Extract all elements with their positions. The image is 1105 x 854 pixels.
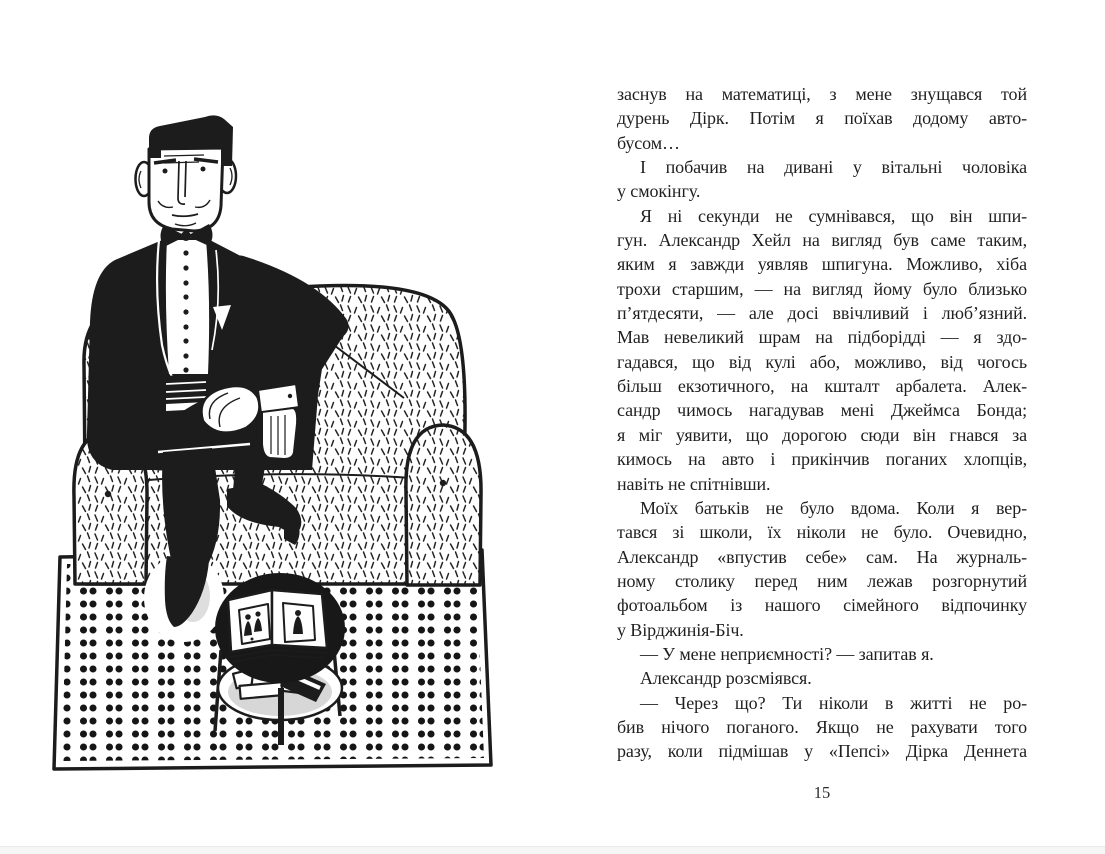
right-shoe [227,483,301,532]
text-line: Мав невеликий шрам на підборідді — я здо- [617,327,1027,348]
text-line: гун. Александр Хейл на вигляд був саме таким, [617,230,1027,251]
pocket-square [213,305,231,330]
text-line: бусом… [617,132,680,153]
right-eye [201,167,206,172]
text-line: Я ні секунди не сумнівався, що він шпи- [640,205,1027,226]
photo-right [283,603,315,642]
left-armrest [74,431,147,584]
text-line: фотоальбом із нашого сімейного відпочинку [617,595,1027,616]
text-line: дурень Дірк. Потім я поїхав додому авто- [617,108,1027,129]
polka-dot-rug [54,550,491,769]
side-table [215,573,345,745]
text-line: гадався, що від кулі або, можливо, від чогось [617,351,1027,372]
text-line: я міг уявити, що дорогою сюди він гнався за [617,424,1027,445]
photo-left [239,604,270,644]
table-top [215,573,345,683]
text-line: ному столику перед ним лежав розгорнутий [617,570,1027,591]
left-shoe [165,556,209,627]
text-line: у Вірджинія-Біч. [617,619,744,640]
text-line: навіть не спітнівши. [617,473,771,494]
tuxedo-jacket [87,238,328,470]
text-line: яким я завжди уявляв шпигуна. Можливо, хіба [617,254,1027,275]
mouth [172,214,198,216]
lower-shelf [218,656,342,720]
nose [178,161,185,204]
hanging-leg [162,448,220,568]
page-number: 15 [813,783,831,802]
text-line: Александр «впустив себе» сам. На журналь- [617,546,1027,567]
left-ear [136,162,153,196]
text-line: п’ятдесяти, — але досі ввічливий і люб’язний. [617,303,1027,324]
right-armrest [406,425,481,585]
text-line: тався зі школи, їх ніколи не було. Очевидно, [617,522,1027,543]
knee [201,386,259,433]
text-line: — У мене неприємності? — запитав я. [640,643,934,664]
face [149,148,223,231]
text-line: трохи старшим, — на вигляд йому було близько [617,278,1027,299]
text-line: разу, коли підмішав у «Пепсі» Дірка Деннета [617,741,1027,762]
body-text [617,82,1027,764]
armchair [74,285,481,585]
photo-album [228,590,327,662]
text-line: у смокінгу. [617,181,701,202]
man-in-tuxedo [87,115,336,627]
cummerbund [163,374,208,414]
text-line: І побачив на дивані у вітальні чоловіка [640,157,1027,178]
text-line: Александр розсміявся. [640,668,812,689]
shirt [166,240,209,374]
hair [149,115,233,166]
hand [262,408,297,459]
text-line: заснув на математиці, з мене знущався той [617,84,1027,104]
crossed-leg [150,386,268,472]
text-line: сандр чимось нагадував мені Джеймса Бонда; [617,400,1027,421]
magazines [233,663,301,699]
text-line: Моїх батьків не було вдома. Коли я вер- [640,497,1027,518]
page-bottom-edge [0,846,1105,854]
shirt-buttons [183,250,188,372]
text-line: — Через що? Ти ніколи в житті не ро- [640,692,1027,713]
cuff [258,384,299,413]
right-ear [218,159,236,193]
shoe-shadow [144,554,224,642]
bow-tie [161,224,213,247]
text-line: кимось на авто і прикінчив поганих хлопців, [617,449,1027,470]
text-line: більш екзотичного, на кшталт арбалета. Алек- [617,376,1027,397]
text-line: бив нічого поганого. Якщо не рахувати того [617,716,1027,737]
left-eye [163,169,168,174]
